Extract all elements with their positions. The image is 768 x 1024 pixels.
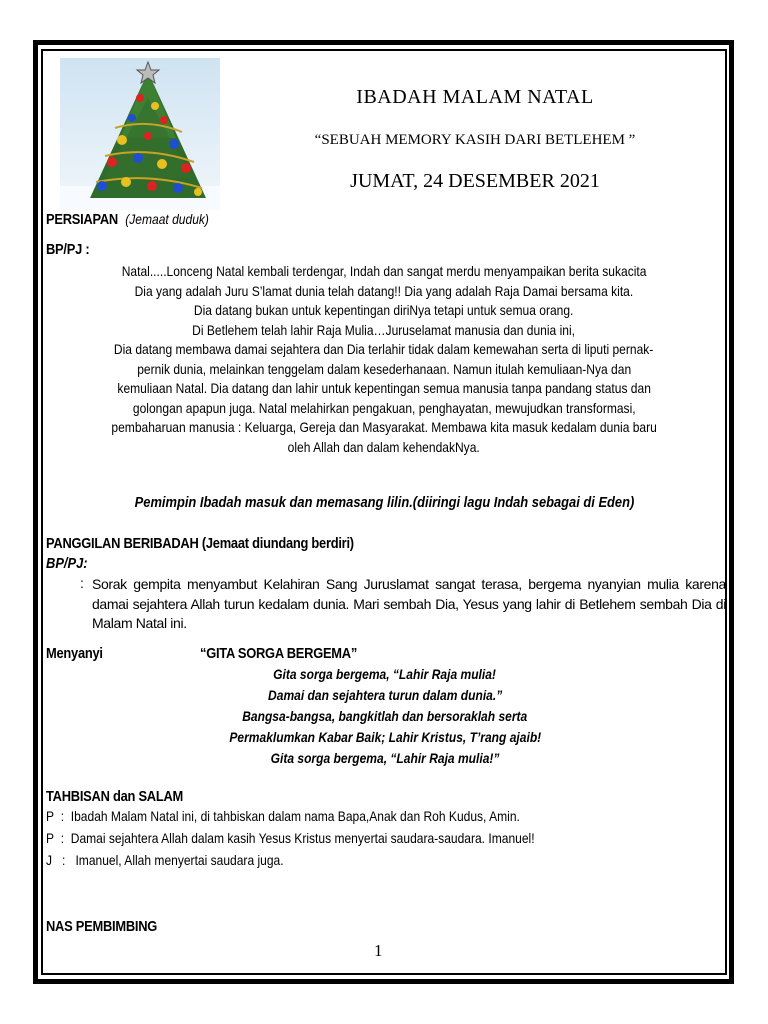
song-lyrics <box>150 664 620 769</box>
page-number: 1 <box>374 941 383 960</box>
bp-line: golongan apapun juga. Natal melahirkan pengakuan, penghayatan, mewujudkan transformasi, <box>132 399 636 416</box>
panggilan-text: Sorak gempita menyambut Kelahiran Sang Juruslamat sangat terasa, bergema nyanyian mulia karena damai sejahtera Allah turun kedalam dunia. Mari sembah Dia, Yesus yang lahir di Betlehem sembah Dia di Malam Natal ini. <box>92 576 726 631</box>
tahbisan-line: P : Ibadah Malam Natal ini, di tahbiskan dalam nama Bapa,Anak dan Roh Kudus, Amin. <box>46 808 520 824</box>
bp-line: Di Betlehem telah lahir Raja Mulia…Juruselamat manusia dan dunia ini, <box>192 321 576 338</box>
lyric-line: Gita sorga bergema, “Lahir Raja mulia! <box>273 666 497 682</box>
service-title: IBADAH MALAM NATAL <box>356 86 594 108</box>
bp-line: Dia datang membawa damai sejahtera dan Dia terlahir tidak dalam kemewahan serta di liputi pernak- <box>114 341 654 357</box>
bp-line: Dia yang adalah Juru S’lamat dunia telah datang!! Dia yang adalah Raja Damai bersama kita. <box>134 282 634 299</box>
procession-note: Pemimpin Ibadah masuk dan memasang lilin.(diiringi lagu Indah sebagai di Eden) <box>134 494 634 511</box>
service-date: JUMAT, 24 DESEMBER 2021 <box>350 170 600 192</box>
bp-line: oleh Allah dan dalam kehendakNya. <box>287 438 481 455</box>
christmas-tree-image <box>60 58 220 210</box>
bp-line: Natal.....Lonceng Natal kembali terdengar, Indah dan sangat merdu menyampaikan berita sukacita <box>121 263 647 279</box>
lyric-line: Damai dan sejahtera turun dalam dunia.” <box>267 687 503 703</box>
bp-line: pernik dunia, melainkan tenggelam dalam kesederhanaan. Namun itulah kemuliaan-Nya dan <box>137 360 631 377</box>
bp-line: kemuliaan Natal. Dia datang dan lahir untuk kepentingan semua manusia tanpa pandang status dan <box>117 380 651 396</box>
persiapan-heading <box>46 211 235 229</box>
lyric-line: Gita sorga bergema, “Lahir Raja mulia!” <box>270 750 500 766</box>
song-label: Menyanyi <box>46 645 103 662</box>
panggilan-heading: PANGGILAN BERIBADAH (Jemaat diundang berdiri) <box>46 535 354 552</box>
panggilan-speaker: BP/PJ: <box>46 555 88 572</box>
bp-opening-text <box>46 262 722 457</box>
tahbisan-line: J : Imanuel, Allah menyertai saudara juga. <box>46 852 284 868</box>
bp-line: pembaharuan manusia : Keluarga, Gereja dan Masyarakat. Membawa kita masuk kedalam dunia baru <box>111 419 657 435</box>
bp-line: Dia datang bukan untuk kepentingan diriNya tetapi untuk semua orang. <box>194 302 574 318</box>
tahbisan-heading: TAHBISAN dan SALAM <box>46 788 184 805</box>
lyric-line: Bangsa-bangsa, bangkitlah dan bersoraklah serta <box>242 708 528 724</box>
persiapan-note: (Jemaat duduk) <box>125 211 209 227</box>
service-subtitle: “SEBUAH MEMORY KASIH DARI BETLEHEM ” <box>314 132 636 148</box>
song-title: “GITA SORGA BERGEMA” <box>200 645 358 662</box>
tahbisan-line: P : Damai sejahtera Allah dalam kasih Yesus Kristus menyertai saudara-saudara. Imanuel! <box>46 830 535 846</box>
lyric-line: Permaklumkan Kabar Baik; Lahir Kristus, T’rang ajaib! <box>229 729 541 745</box>
bp-label: BP/PJ : <box>46 241 90 258</box>
panggilan-colon: : <box>80 575 84 591</box>
nas-heading: NAS PEMBIMBING <box>46 918 158 935</box>
persiapan-label: PERSIAPAN <box>46 211 118 228</box>
